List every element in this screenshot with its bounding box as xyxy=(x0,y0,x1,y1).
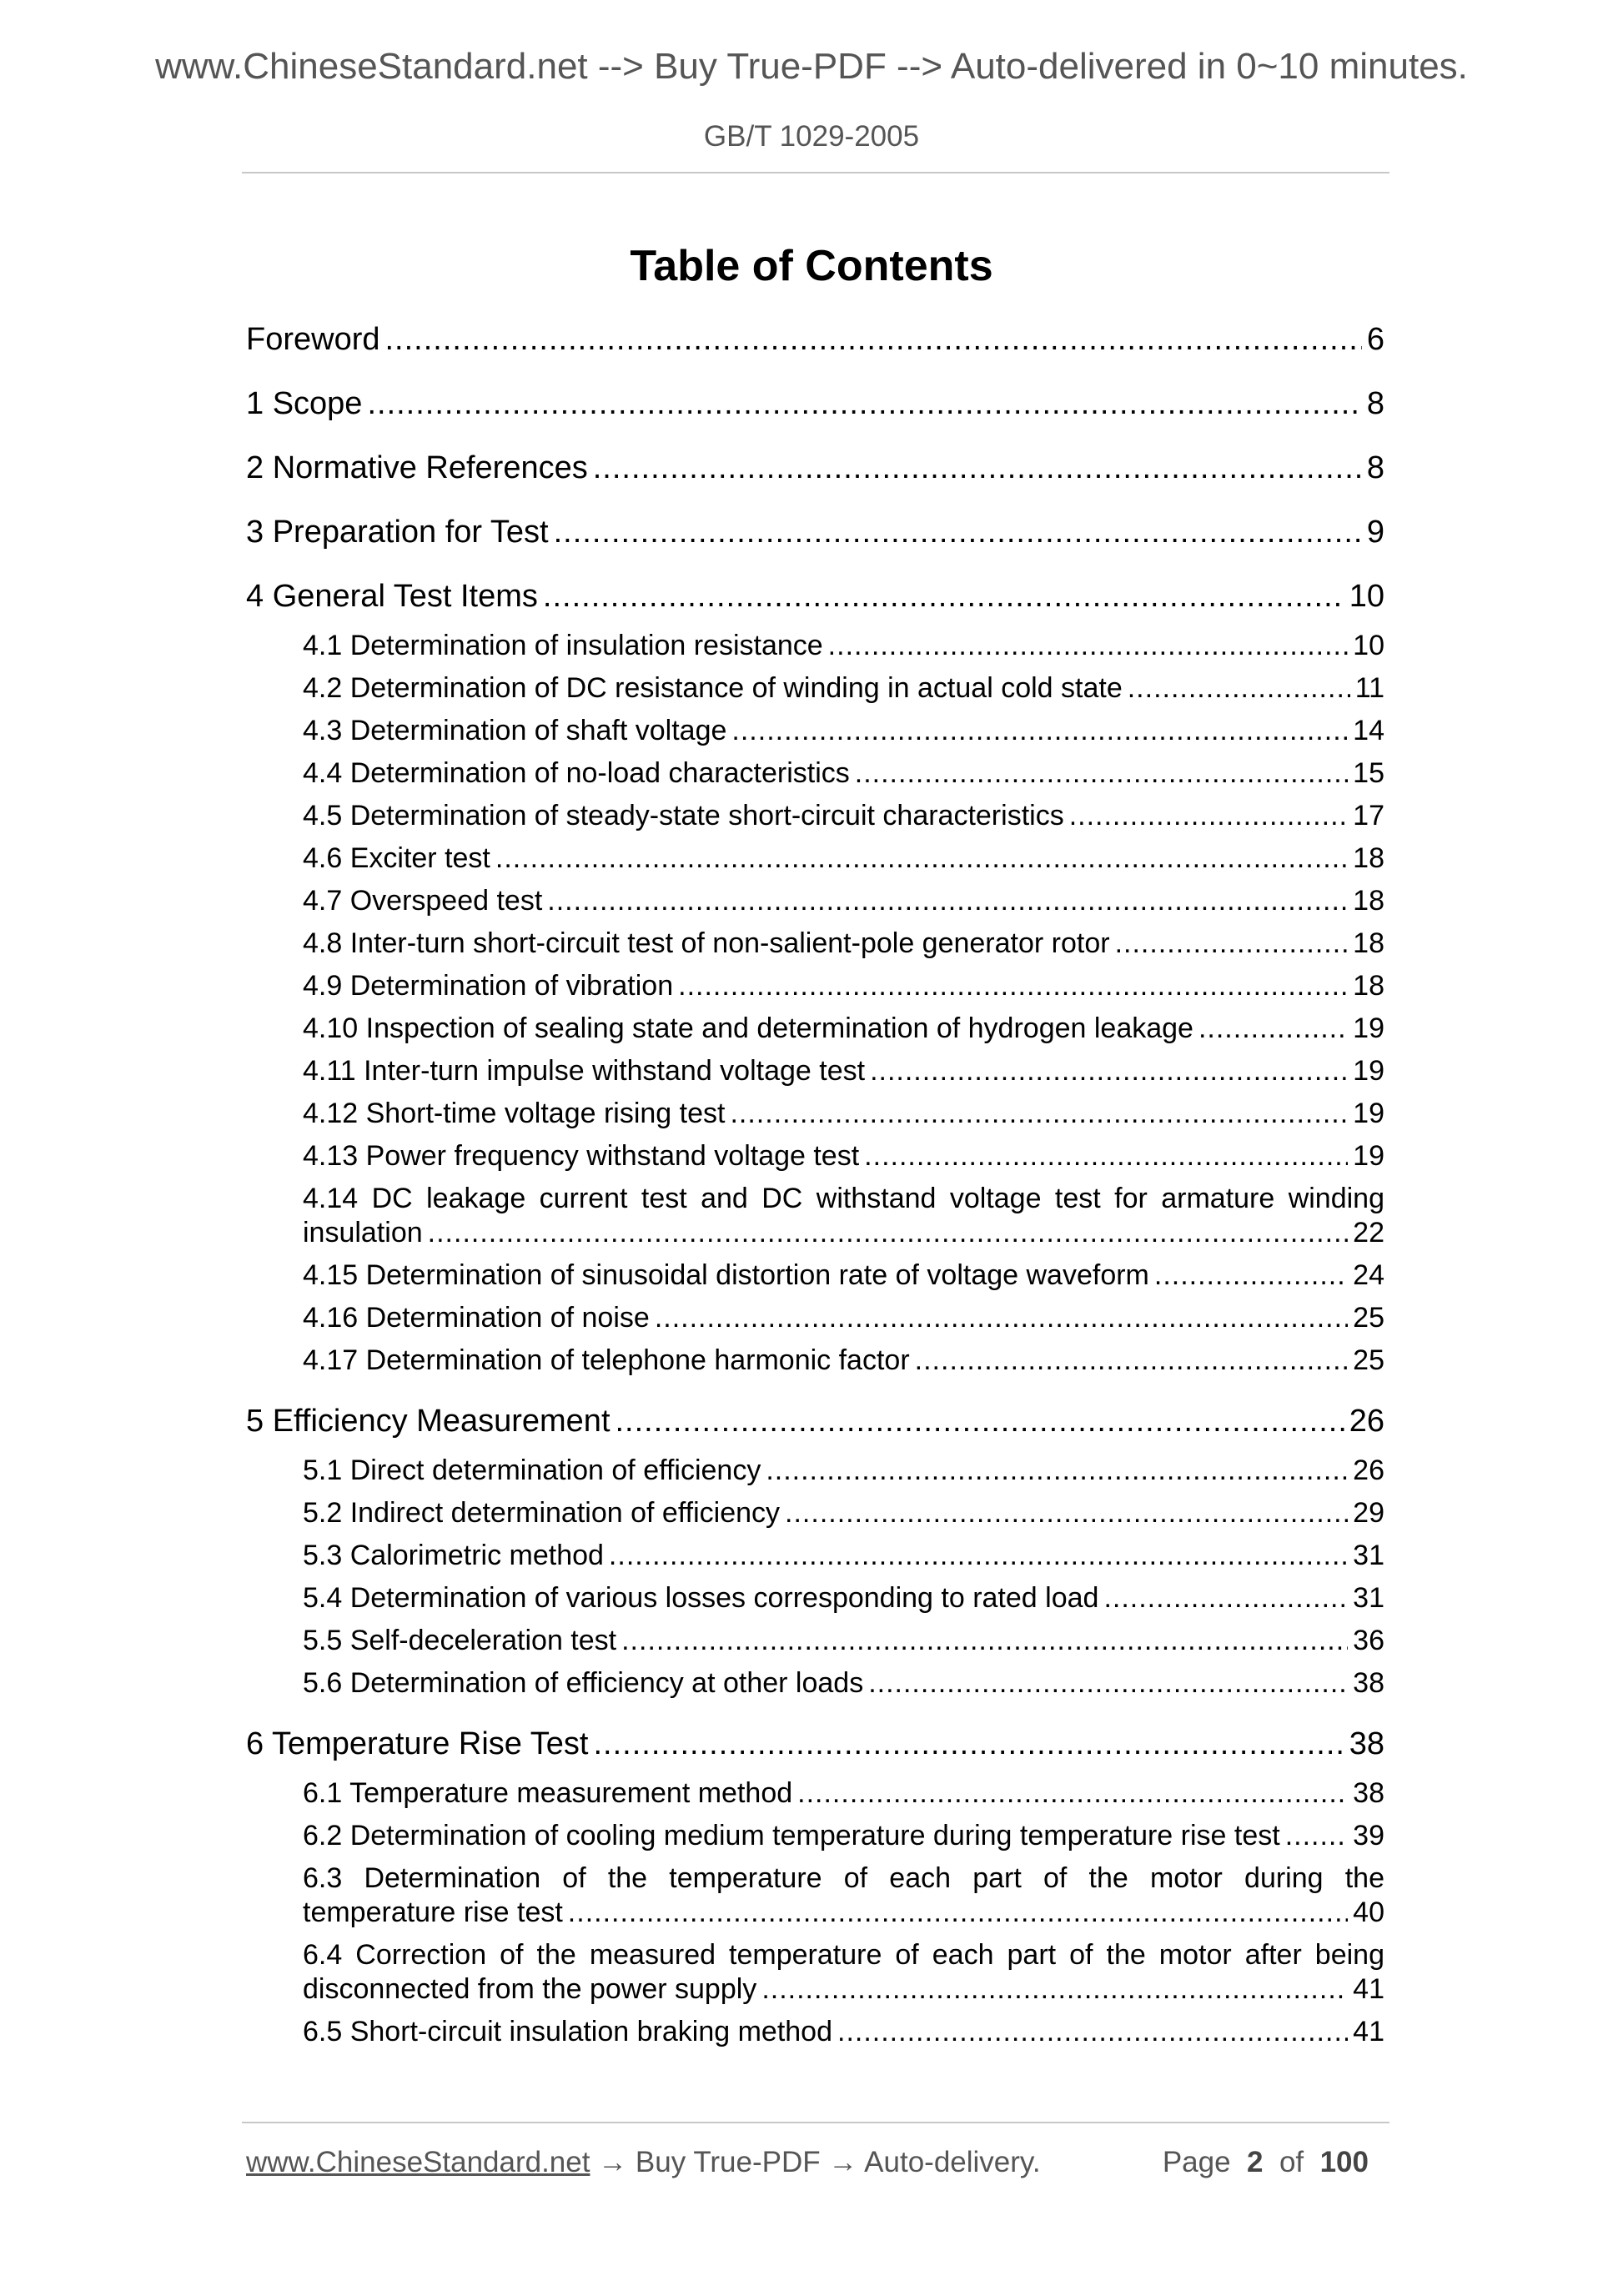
current-page-number: 2 xyxy=(1247,2146,1264,2178)
toc-entry-title: 5.6 Determination of efficiency at other loads xyxy=(303,1667,864,1699)
toc-entry-title: 4.3 Determination of shaft voltage xyxy=(303,715,727,746)
toc-entry-page: 25 xyxy=(1353,1344,1384,1376)
dot-leader xyxy=(870,1054,1348,1088)
toc-entry-page: 18 xyxy=(1353,885,1384,917)
toc-entry[interactable] xyxy=(303,1182,1384,1250)
toc-entry-page: 10 xyxy=(1353,630,1384,661)
toc-entry-title: 4.10 Inspection of sealing state and determination of hydrogen leakage xyxy=(303,1012,1193,1044)
dot-leader xyxy=(428,1216,1349,1250)
dot-leader xyxy=(1115,927,1349,961)
toc-entry-title: 6.3 Determination of the temperature of each part of the motor during the xyxy=(303,1862,1384,1894)
header-divider xyxy=(242,172,1389,173)
toc-entry-title: 4.7 Overspeed test xyxy=(303,885,543,917)
toc-entry[interactable] xyxy=(246,383,1384,425)
toc-entry-title: 6.1 Temperature measurement method xyxy=(303,1777,793,1809)
toc-entry[interactable] xyxy=(246,1400,1384,1442)
toc-entry-title: 4.6 Exciter test xyxy=(303,842,490,874)
dot-leader xyxy=(554,511,1362,553)
toc-entry-page: 11 xyxy=(1354,672,1384,704)
dot-leader xyxy=(367,383,1361,425)
toc-entry-title: 5.4 Determination of various losses corresponding to rated load xyxy=(303,1582,1099,1614)
toc-entry-title: 4.14 DC leakage current test and DC withstand voltage test for armature winding xyxy=(303,1183,1384,1214)
toc-entry-title: 4.9 Determination of vibration xyxy=(303,970,674,1002)
toc-entry-title: 4.16 Determination of noise xyxy=(303,1302,650,1334)
toc-entry-title-continued: temperature rise test xyxy=(303,1897,563,1928)
toc-entry-page: 15 xyxy=(1353,757,1384,789)
toc-entry-page: 26 xyxy=(1353,1454,1384,1486)
toc-entry-title: 4.17 Determination of telephone harmonic factor xyxy=(303,1344,910,1376)
toc-entry[interactable] xyxy=(303,1666,1384,1701)
dot-leader xyxy=(915,1344,1349,1378)
dot-leader xyxy=(864,1139,1348,1173)
toc-entry-title-continued: disconnected from the power supply xyxy=(303,1973,757,2005)
toc-entry-title: 4.2 Determination of DC resistance of winding in actual cold state xyxy=(303,672,1123,704)
toc-entry[interactable] xyxy=(303,1344,1384,1378)
table-of-contents xyxy=(246,319,1384,2049)
toc-entry[interactable] xyxy=(303,2015,1384,2049)
toc-entry-page: 25 xyxy=(1353,1302,1384,1334)
dot-leader xyxy=(828,629,1349,663)
toc-entry-page: 8 xyxy=(1366,450,1384,485)
toc-entry[interactable] xyxy=(303,842,1384,876)
document-code: GB/T 1029-2005 xyxy=(703,120,920,153)
toc-entry-page: 38 xyxy=(1349,1726,1384,1761)
toc-entry-page: 9 xyxy=(1366,515,1384,550)
toc-entry[interactable] xyxy=(303,1861,1384,1930)
toc-entry-page: 24 xyxy=(1353,1259,1384,1291)
dot-leader xyxy=(761,1972,1348,2007)
toc-entry-page: 14 xyxy=(1353,715,1384,746)
dot-leader xyxy=(616,1400,1344,1442)
toc-entry[interactable] xyxy=(303,671,1384,706)
toc-entry-page: 40 xyxy=(1353,1897,1384,1928)
toc-entry-title: 6.4 Correction of the measured temperature of each part of the motor after being xyxy=(303,1939,1384,1971)
toc-entry[interactable] xyxy=(303,1054,1384,1088)
toc-entry-title: 4.5 Determination of steady-state short-circuit characteristics xyxy=(303,800,1064,831)
toc-entry[interactable] xyxy=(246,575,1384,617)
toc-entry-page: 6 xyxy=(1366,322,1384,357)
footer-tail-text: → Buy True-PDF → Auto-delivery. xyxy=(590,2146,1041,2178)
dot-leader xyxy=(1154,1259,1348,1293)
toc-entry-title: 6.5 Short-circuit insulation braking method xyxy=(303,2016,832,2047)
toc-entry[interactable] xyxy=(303,1938,1384,2007)
dot-leader xyxy=(1128,671,1350,706)
toc-entry[interactable] xyxy=(246,447,1384,489)
toc-entry[interactable] xyxy=(303,1539,1384,1573)
toc-entry-page: 18 xyxy=(1353,970,1384,1002)
dot-leader xyxy=(837,2015,1348,2049)
toc-entry[interactable] xyxy=(303,1496,1384,1530)
toc-entry-page: 10 xyxy=(1349,579,1384,614)
toc-entry-page: 41 xyxy=(1353,2016,1384,2047)
toc-entry-title: 2 Normative References xyxy=(246,450,588,485)
toc-entry-page: 19 xyxy=(1353,1055,1384,1087)
toc-entry-page: 38 xyxy=(1353,1777,1384,1809)
toc-entry-page: 41 xyxy=(1353,1973,1384,2005)
toc-entry-page: 8 xyxy=(1366,386,1384,421)
toc-entry-page: 39 xyxy=(1353,1820,1384,1851)
toc-entry[interactable] xyxy=(303,756,1384,791)
dot-leader xyxy=(609,1539,1348,1573)
toc-entry-title: 5.1 Direct determination of efficiency xyxy=(303,1454,761,1486)
dot-leader xyxy=(868,1666,1348,1701)
dot-leader xyxy=(655,1301,1348,1335)
toc-entry[interactable] xyxy=(303,884,1384,918)
toc-entry-page: 31 xyxy=(1353,1540,1384,1571)
toc-entry[interactable] xyxy=(303,1097,1384,1131)
toc-entry-title: 5.5 Self-deceleration test xyxy=(303,1625,617,1656)
toc-entry[interactable] xyxy=(303,927,1384,961)
toc-entry[interactable] xyxy=(303,799,1384,833)
toc-entry-title: 4.13 Power frequency withstand voltage test xyxy=(303,1140,860,1172)
dot-leader xyxy=(621,1624,1348,1658)
toc-entry-title: 3 Preparation for Test xyxy=(246,515,549,550)
dot-leader xyxy=(731,714,1348,748)
toc-title: Table of Contents xyxy=(630,242,993,290)
toc-entry[interactable] xyxy=(303,1012,1384,1046)
dot-leader xyxy=(678,969,1348,1003)
toc-entry-page: 19 xyxy=(1353,1140,1384,1172)
toc-entry-page: 38 xyxy=(1353,1667,1384,1699)
page-indicator: Page 2 of 100 xyxy=(1162,2146,1369,2178)
footer-promo xyxy=(246,2142,1041,2183)
toc-entry-title: 4 General Test Items xyxy=(246,579,538,614)
dot-leader xyxy=(385,319,1362,360)
dot-leader xyxy=(568,1896,1348,1930)
footer-site-link[interactable]: www.ChineseStandard.net xyxy=(246,2146,590,2178)
toc-entry-title: 1 Scope xyxy=(246,386,363,421)
toc-entry-title: 4.1 Determination of insulation resistance xyxy=(303,630,823,661)
toc-entry-page: 17 xyxy=(1353,800,1384,831)
dot-leader xyxy=(797,1776,1348,1811)
dot-leader xyxy=(855,756,1348,791)
toc-entry[interactable] xyxy=(303,1139,1384,1173)
toc-entry[interactable] xyxy=(303,1581,1384,1615)
toc-entry-title: 5.3 Calorimetric method xyxy=(303,1540,604,1571)
dot-leader xyxy=(547,884,1348,918)
dot-leader xyxy=(1069,799,1348,833)
dot-leader xyxy=(593,447,1362,489)
toc-entry[interactable] xyxy=(303,969,1384,1003)
total-pages: 100 xyxy=(1319,2146,1369,2178)
toc-entry-page: 18 xyxy=(1353,927,1384,959)
toc-entry-page: 22 xyxy=(1353,1217,1384,1248)
toc-entry[interactable] xyxy=(303,714,1384,748)
dot-leader xyxy=(766,1454,1348,1488)
toc-entry-title: 4.11 Inter-turn impulse withstand voltage test xyxy=(303,1055,866,1087)
page-footer xyxy=(246,2142,1377,2183)
toc-entry-title-continued: insulation xyxy=(303,1217,423,1248)
top-banner: www.ChineseStandard.net --> Buy True-PDF --> Auto-delivered in 0~10 minutes. xyxy=(155,46,1468,87)
toc-entry[interactable] xyxy=(303,1819,1384,1853)
toc-entry-page: 19 xyxy=(1353,1098,1384,1129)
dot-leader xyxy=(495,842,1348,876)
toc-entry-title: 6 Temperature Rise Test xyxy=(246,1726,589,1761)
toc-entry[interactable] xyxy=(303,629,1384,663)
toc-entry[interactable] xyxy=(303,1624,1384,1658)
toc-entry[interactable] xyxy=(303,1776,1384,1811)
toc-entry-page: 18 xyxy=(1353,842,1384,874)
toc-entry-title: 5.2 Indirect determination of efficiency xyxy=(303,1497,781,1529)
dot-leader xyxy=(785,1496,1348,1530)
dot-leader xyxy=(1103,1581,1348,1615)
toc-entry-page: 19 xyxy=(1353,1012,1384,1044)
toc-entry-title: 4.12 Short-time voltage rising test xyxy=(303,1098,726,1129)
toc-entry[interactable] xyxy=(246,511,1384,553)
toc-entry[interactable] xyxy=(303,1301,1384,1335)
dot-leader xyxy=(730,1097,1348,1131)
dot-leader xyxy=(593,1723,1344,1765)
toc-entry-title: Foreword xyxy=(246,322,380,357)
dot-leader xyxy=(1198,1012,1348,1046)
toc-entry-page: 31 xyxy=(1353,1582,1384,1614)
toc-entry[interactable] xyxy=(303,1259,1384,1293)
toc-entry-title: 4.4 Determination of no-load characteristics xyxy=(303,757,850,789)
toc-entry-title: 6.2 Determination of cooling medium temperature during temperature rise test xyxy=(303,1820,1280,1851)
toc-entry-title: 4.8 Inter-turn short-circuit test of non-salient-pole generator rotor xyxy=(303,927,1110,959)
footer-divider xyxy=(242,2122,1389,2123)
toc-entry[interactable] xyxy=(303,1454,1384,1488)
toc-entry-title: 5 Efficiency Measurement xyxy=(246,1404,611,1439)
toc-entry-page: 26 xyxy=(1349,1404,1384,1439)
toc-entry[interactable] xyxy=(246,319,1384,360)
dot-leader xyxy=(543,575,1344,617)
toc-entry-page: 29 xyxy=(1353,1497,1384,1529)
toc-entry-title: 4.15 Determination of sinusoidal distortion rate of voltage waveform xyxy=(303,1259,1149,1291)
toc-entry[interactable] xyxy=(246,1723,1384,1765)
dot-leader xyxy=(1285,1819,1348,1853)
toc-entry-page: 36 xyxy=(1353,1625,1384,1656)
